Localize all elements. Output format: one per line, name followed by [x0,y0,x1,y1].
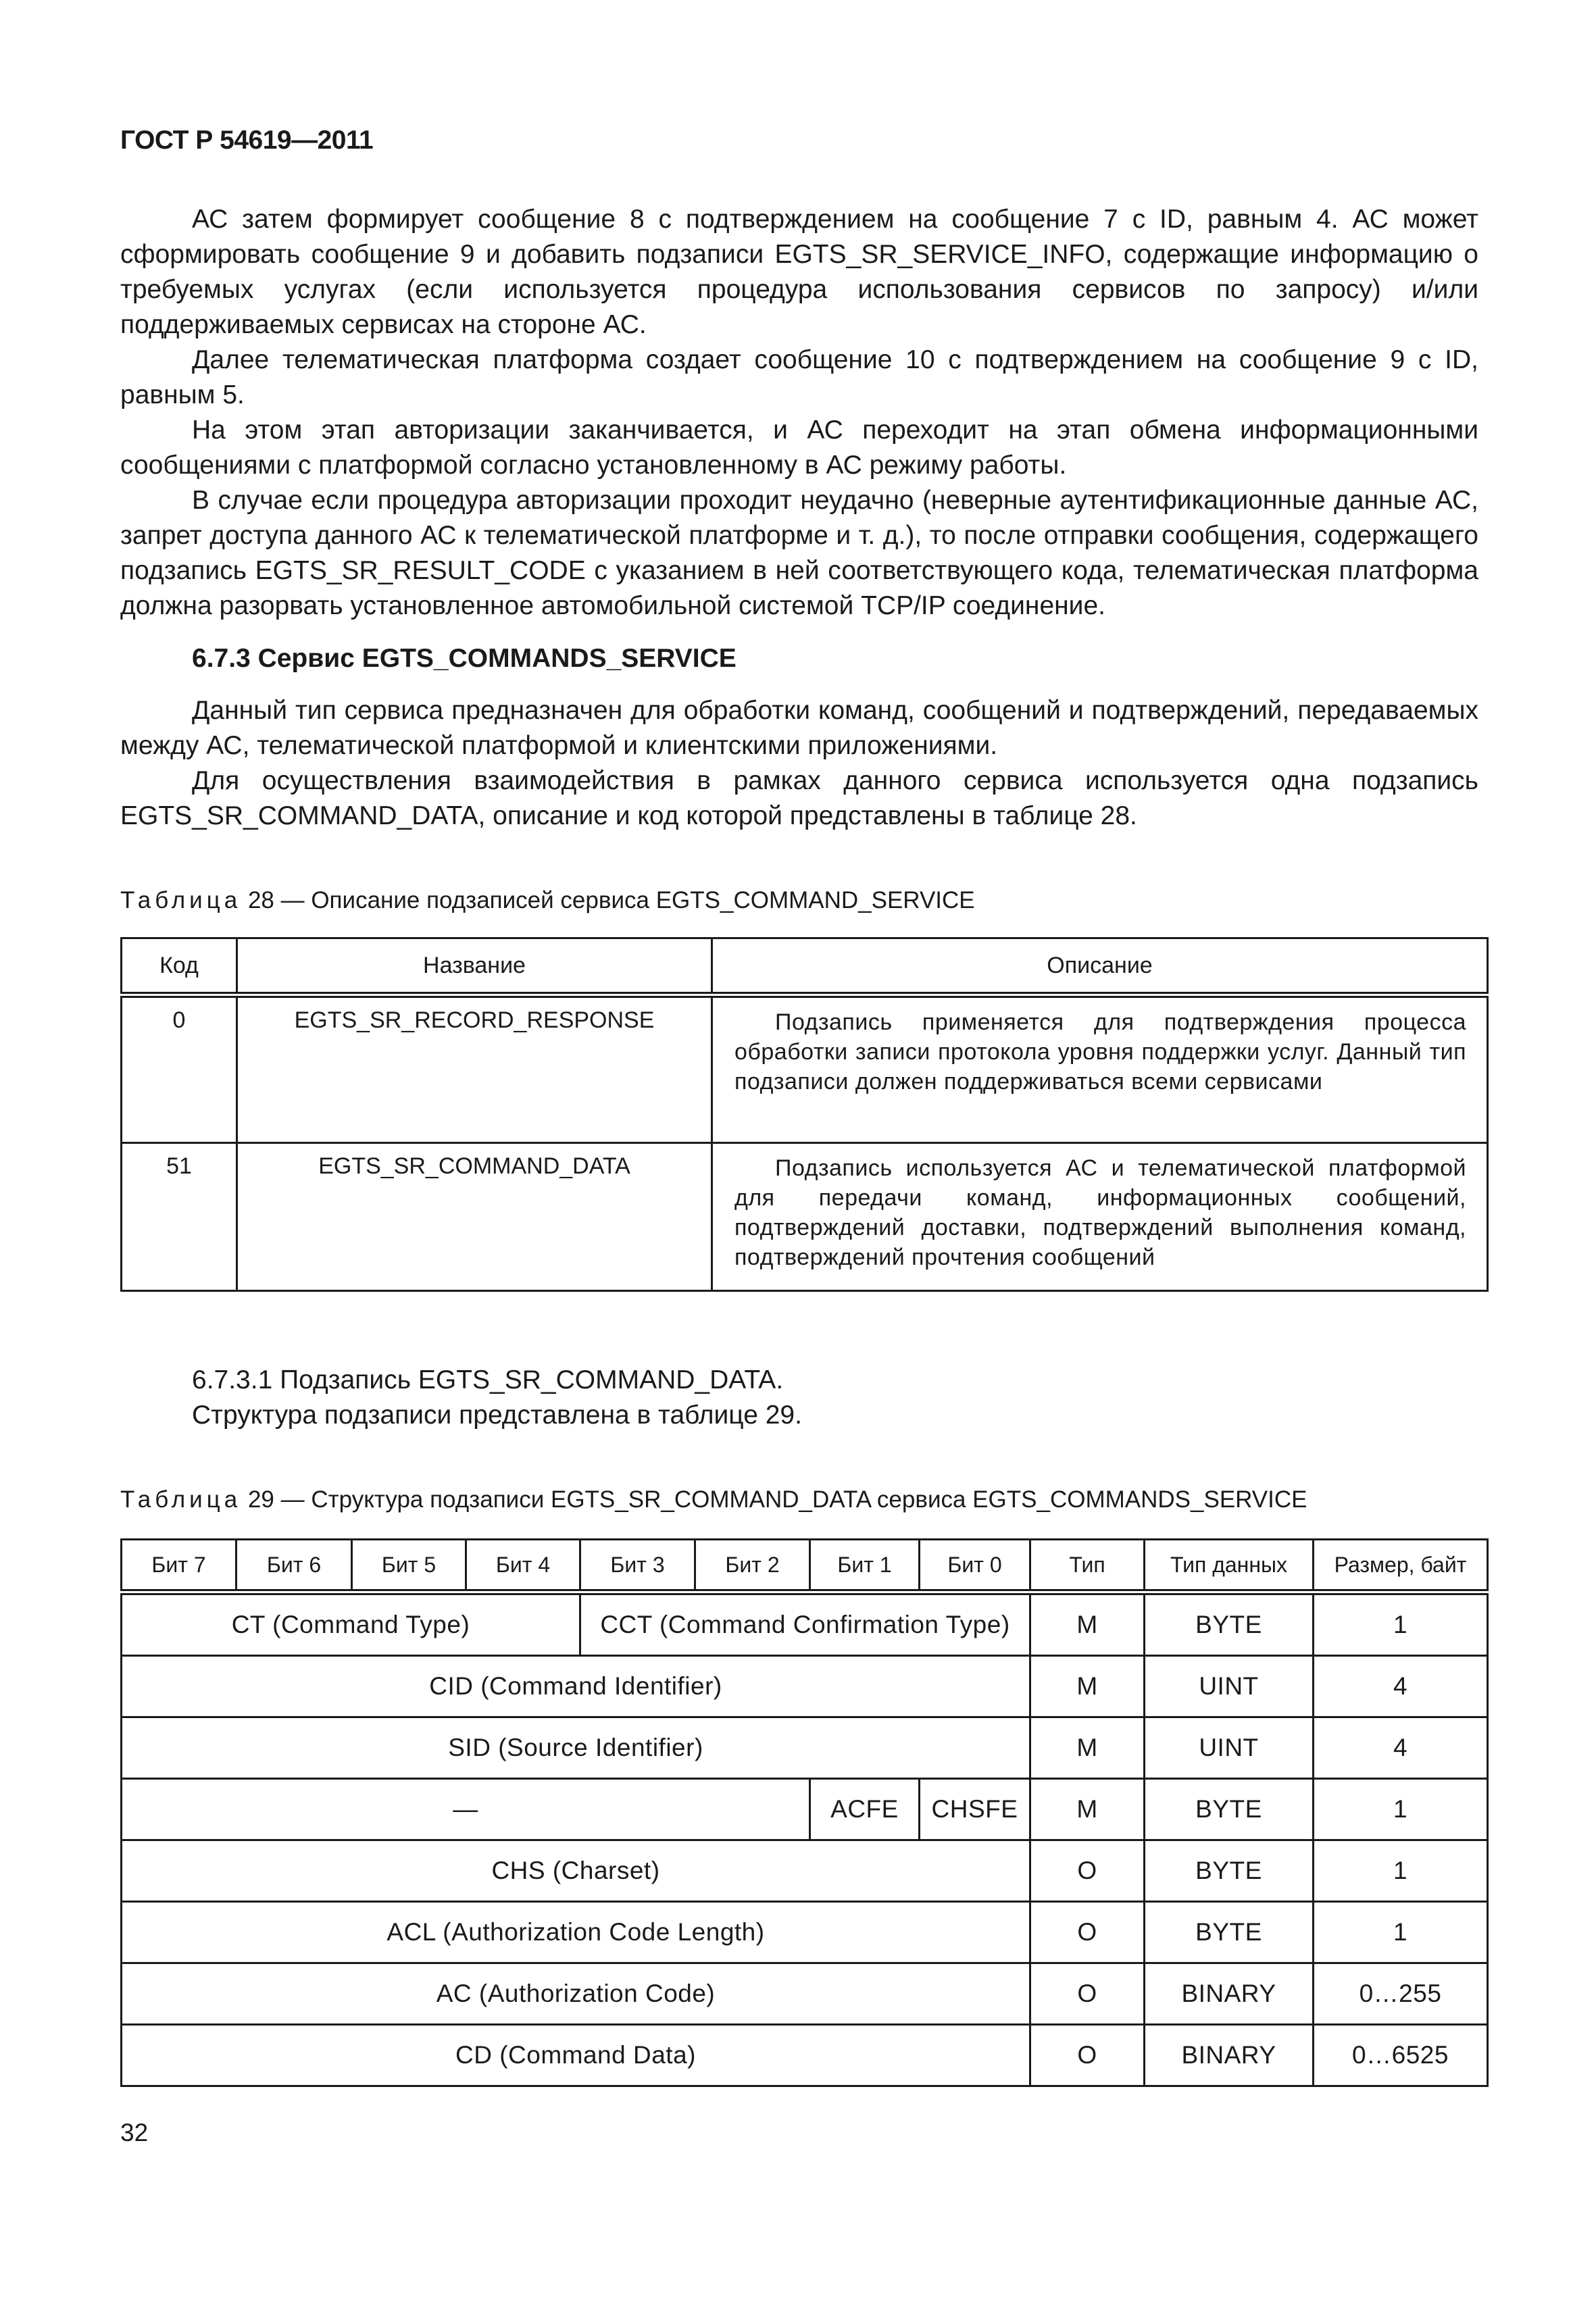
cell-field: CID (Command Identifier) [122,1656,1030,1717]
cell-code: 0 [122,995,237,1143]
subsection-line: 6.7.3.1 Подзапись EGTS_SR_COMMAND_DATA. [192,1365,784,1394]
column-header-data-type: Тип данных [1145,1540,1314,1592]
table-28 [120,937,1489,1292]
cell-field: CHS (Charset) [122,1840,1030,1902]
cell-field: CD (Command Data) [122,2025,1030,2086]
column-header-size: Размер, байт [1314,1540,1488,1592]
description-text: Подзапись применяется для подтверждения процесса обработки записи протокола уровня поддержки услуг. Данный тип подзаписи должен поддерживаться всеми сервисами [734,1009,1466,1095]
table-row [122,1143,1488,1291]
cell-size: 4 [1314,1717,1488,1779]
table-row [122,1779,1488,1840]
cell-description [712,995,1488,1143]
cell-type: M [1030,1656,1145,1717]
table-row [122,1656,1488,1717]
cell-code: 51 [122,1143,237,1291]
cell-name: EGTS_SR_RECORD_RESPONSE [237,995,712,1143]
column-header-bit-4: Бит 4 [466,1540,580,1592]
cell-data-type: BYTE [1145,1592,1314,1656]
cell-acfe: ACFE [810,1779,920,1840]
cell-description [712,1143,1488,1291]
column-header-type: Тип [1030,1540,1145,1592]
cell-type: O [1030,1840,1145,1902]
table-row [122,1902,1488,1963]
cell-name: EGTS_SR_COMMAND_DATA [237,1143,712,1291]
cell-data-type: BINARY [1145,1963,1314,2025]
table-29-caption [120,1486,1307,1513]
cell-size: 0…255 [1314,1963,1488,2025]
table-header-row [122,938,1488,995]
paragraph: На этом этап авторизации заканчивается, и АС переходит на этап обмена информационными сообщениями с платформой согласно установленному в АС режиму работы. [120,416,1478,480]
cell-field: AC (Authorization Code) [122,1963,1030,2025]
cell-data-type: UINT [1145,1717,1314,1779]
cell-data-type: BYTE [1145,1902,1314,1963]
cell-field: CCT (Command Confirmation Type) [580,1592,1030,1656]
cell-size: 0…6525 [1314,2025,1488,2086]
cell-field: SID (Source Identifier) [122,1717,1030,1779]
cell-size: 1 [1314,1779,1488,1840]
caption-label: Таблица [120,1486,242,1513]
cell-type: M [1030,1779,1145,1840]
caption-text: 28 — Описание подзаписей сервиса EGTS_COMMAND_SERVICE [241,887,975,913]
cell-size: 1 [1314,1592,1488,1656]
caption-label: Таблица [120,887,242,913]
cell-data-type: BYTE [1145,1840,1314,1902]
cell-type: O [1030,1963,1145,2025]
cell-data-type: BINARY [1145,2025,1314,2086]
cell-reserved: — [122,1779,810,1840]
column-header-bit-5: Бит 5 [352,1540,466,1592]
cell-type: M [1030,1592,1145,1656]
paragraph: Данный тип сервиса предназначен для обработки команд, сообщений и подтверждений, передаваемых между АС, телематической платформой и клиентскими приложениями. [120,696,1478,760]
page-number: 32 [120,2119,149,2146]
cell-size: 1 [1314,1902,1488,1963]
cell-data-type: UINT [1145,1656,1314,1717]
cell-type: O [1030,2025,1145,2086]
cell-field: CT (Command Type) [122,1592,580,1656]
column-header-description: Описание [712,938,1488,995]
column-header-bit-7: Бит 7 [122,1540,236,1592]
paragraph: Для осуществления взаимодействия в рамках данного сервиса используется одна подзапись EGTS_SR_COMMAND_DATA, описание и код которой представлены в таблице 28. [120,766,1478,830]
table-row [122,1963,1488,2025]
paragraph: В случае если процедура авторизации проходит неудачно (неверные аутентификационные данные АС, запрет доступа данного АС к телематической платформе и т. д.), то после отправки сообщения, содержащего подзапись EGTS_SR_RESULT_CODE с указанием в ней соответствующего кода, телематическая платформа должна разорвать установленное автомобильной системой TCP/IP соединение. [120,486,1478,620]
paragraph: Далее телематическая платформа создает сообщение 10 с подтверждением на сообщение 9 с ID, равным 5. [120,345,1478,409]
cell-type: O [1030,1902,1145,1963]
column-header-name: Название [237,938,712,995]
body-text-section [120,693,1478,834]
subsection-text [120,1363,1478,1433]
column-header-code: Код [122,938,237,995]
table-28-caption [120,887,975,914]
section-heading: 6.7.3 Сервис EGTS_COMMANDS_SERVICE [192,644,737,673]
caption-text: 29 — Структура подзаписи EGTS_SR_COMMAND_DATA сервиса EGTS_COMMANDS_SERVICE [241,1486,1307,1513]
column-header-bit-2: Бит 2 [695,1540,810,1592]
body-text-top [120,202,1478,624]
table-row [122,1717,1488,1779]
cell-size: 1 [1314,1840,1488,1902]
column-header-bit-0: Бит 0 [920,1540,1030,1592]
paragraph: АС затем формирует сообщение 8 с подтверждением на сообщение 7 с ID, равным 4. АС может сформировать сообщение 9 и добавить подзаписи EGTS_SR_SERVICE_INFO, содержащие информацию о требуемых услугах (если используется процедура использования сервисов по запросу) и/или поддерживаемых сервисах на стороне АС. [120,205,1478,339]
cell-size: 4 [1314,1656,1488,1717]
column-header-bit-1: Бит 1 [810,1540,920,1592]
cell-type: M [1030,1717,1145,1779]
description-text: Подзапись используется АС и телематической платформой для передачи команд, информационных сообщений, подтверждений доставки, подтверждений выполнения команд, подтверждений прочтения сообщений [734,1155,1466,1270]
table-row [122,995,1488,1143]
document-header: ГОСТ Р 54619—2011 [120,126,374,155]
table-row [122,1592,1488,1656]
subsection-line: Структура подзаписи представлена в таблице 29. [192,1401,802,1430]
table-29 [120,1538,1489,2087]
cell-chsfe: CHSFE [920,1779,1030,1840]
column-header-bit-6: Бит 6 [236,1540,352,1592]
table-header-row [122,1540,1488,1592]
table-row [122,1840,1488,1902]
cell-field: ACL (Authorization Code Length) [122,1902,1030,1963]
cell-data-type: BYTE [1145,1779,1314,1840]
table-row [122,2025,1488,2086]
column-header-bit-3: Бит 3 [580,1540,695,1592]
